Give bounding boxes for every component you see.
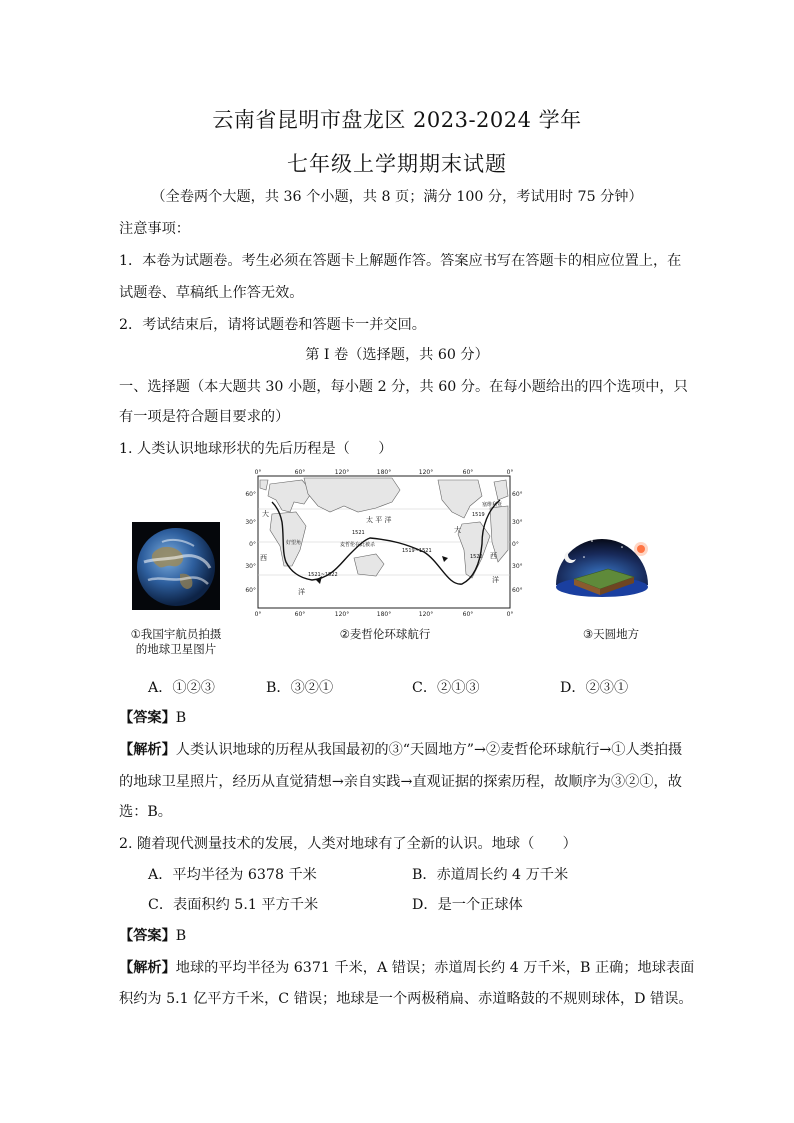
notes-heading: 注意事项：	[119, 221, 190, 237]
map-left-tick-1: 30°	[245, 519, 256, 526]
q1-answer	[119, 707, 186, 727]
q1-analysis-line2: 的地球卫星照片，经历从直觉猜想→亲自实践→直观证据的探索历程，故顺序为③②①，故	[119, 774, 682, 790]
map-label-left-2: 西	[260, 554, 267, 562]
map-label-left-1: 大	[262, 510, 269, 518]
map-label-right-1: 大	[454, 526, 461, 534]
q2-option-b: B．赤道周长约 4 万千米	[412, 867, 569, 883]
section-intro-line1: 一、选择题（本大题共 30 小题，每小题 2 分，共 60 分。在每小题给出的四个选项中，只	[119, 379, 688, 395]
q1-option-c: C．②①③	[412, 680, 480, 696]
map-top-tick-4: 120°	[418, 469, 434, 476]
map-place-cape: 好望角	[286, 540, 302, 546]
section-intro-line2: 有一项是符合题目要求的）	[119, 409, 290, 425]
caption-dome: ③天圆地方	[582, 627, 640, 641]
caption-map: ②麦哲伦环球航行	[339, 627, 431, 641]
map-bottom-tick-5: 60°	[462, 611, 474, 618]
magellan-route-map	[242, 466, 524, 620]
caption-earth	[118, 627, 234, 657]
q2-answer	[119, 925, 186, 945]
map-bottom-tick-1: 60°	[294, 611, 306, 618]
q1-answer-label: 【答案】	[119, 710, 176, 726]
q2-answer-value: B	[175, 928, 187, 944]
map-right-tick-1: 30°	[512, 519, 523, 526]
earth-satellite-image	[132, 522, 220, 610]
q1-analysis-label: 【解析】	[119, 742, 176, 758]
map-year-1522: 1522	[470, 554, 483, 560]
map-bottom-tick-6: 0°	[506, 611, 514, 618]
q1-analysis-line1	[119, 739, 682, 759]
q2-analysis-line1	[119, 957, 694, 977]
exam-title-line2: 七年级上学期期末试题	[287, 152, 507, 176]
caption-earth-line2: 的地球卫星图片	[135, 642, 217, 656]
q1-analysis-text1: 人类认识地球的历程从我国最初的③“天圆地方”→②麦哲伦环球航行→①人类拍摄	[175, 742, 683, 758]
map-place-seville: 塞维利亚	[482, 502, 503, 508]
map-top-tick-5: 60°	[462, 469, 474, 476]
map-right-tick-3: 30°	[512, 563, 523, 570]
map-left-tick-3: 30°	[245, 563, 256, 570]
map-year-1521: 1521	[352, 530, 365, 536]
q2-option-c: C．表面积约 5.1 平方千米	[148, 897, 319, 913]
map-top-tick-0: 0°	[254, 469, 262, 476]
dome-illustration	[552, 527, 652, 605]
notes-item-1-line2: 试题卷、草稿纸上作答无效。	[119, 285, 304, 301]
map-right-tick-2: 0°	[512, 541, 519, 548]
map-bottom-tick-4: 120°	[418, 611, 434, 618]
map-right-tick-0: 60°	[512, 491, 523, 498]
q1-option-b: B．③②①	[266, 680, 334, 696]
map-route-1519-1521: 1519~1521	[402, 548, 432, 554]
map-right-tick-4: 60°	[512, 587, 523, 594]
q1-option-d: D．②③①	[560, 680, 629, 696]
q1-stem: 1. 人类认识地球形状的先后历程是（ ）	[119, 441, 393, 457]
map-place-philippines: 麦哲伦在此被杀	[340, 542, 376, 548]
q2-analysis-line2: 积约为 5.1 亿平方千米，C 错误；地球是一个两极稍扁、赤道略鼓的不规则球体，D 错误。	[119, 991, 693, 1007]
map-year-1519: 1519	[472, 512, 485, 518]
map-top-tick-2: 120°	[334, 469, 350, 476]
map-left-tick-2: 0°	[249, 541, 256, 548]
notes-item-2: 2．考试结束后，请将试题卷和答题卡一并交回。	[119, 317, 426, 333]
map-label-pacific: 太 平 洋	[366, 516, 392, 524]
map-bottom-tick-2: 120°	[334, 611, 350, 618]
exam-title-line1: 云南省昆明市盘龙区 2023-2024 学年	[212, 108, 582, 132]
q1-option-a: A．①②③	[148, 680, 215, 696]
map-top-tick-1: 60°	[294, 469, 306, 476]
caption-earth-line1: ①我国宇航员拍摄	[130, 627, 222, 641]
map-left-tick-4: 60°	[245, 587, 256, 594]
exam-subtitle: （全卷两个大题，共 36 个小题，共 8 页；满分 100 分，考试用时 75 分钟）	[151, 189, 643, 205]
q1-answer-value: B	[175, 710, 187, 726]
q2-stem: 2. 随着现代测量技术的发展，人类对地球有了全新的认识。地球（ ）	[119, 836, 577, 852]
map-top-tick-6: 0°	[506, 469, 514, 476]
map-route-1521-1522: 1521~1522	[308, 572, 338, 578]
q2-option-a: A．平均半径为 6378 千米	[148, 867, 317, 883]
notes-item-1-line1: 1．本卷为试题卷。考生必须在答题卡上解题作答。答案应书写在答题卡的相应位置上，在	[119, 253, 682, 269]
map-top-tick-3: 180°	[376, 469, 392, 476]
q2-analysis-label: 【解析】	[119, 960, 176, 976]
map-left-tick-0: 60°	[245, 491, 256, 498]
q2-analysis-text1: 地球的平均半径为 6371 千米，A 错误；赤道周长约 4 万千米，B 正确；地球表面	[175, 960, 695, 976]
map-bottom-tick-0: 0°	[254, 611, 262, 618]
part-title: 第 I 卷（选择题，共 60 分）	[305, 347, 489, 363]
map-label-right-3: 洋	[492, 576, 499, 584]
q2-option-d: D．是一个正球体	[412, 897, 523, 913]
map-label-left-3: 洋	[298, 588, 305, 596]
map-bottom-tick-3: 180°	[376, 611, 392, 618]
q2-answer-label: 【答案】	[119, 928, 176, 944]
map-label-right-2: 西	[490, 552, 497, 560]
q1-analysis-line3: 选：B。	[119, 804, 172, 820]
